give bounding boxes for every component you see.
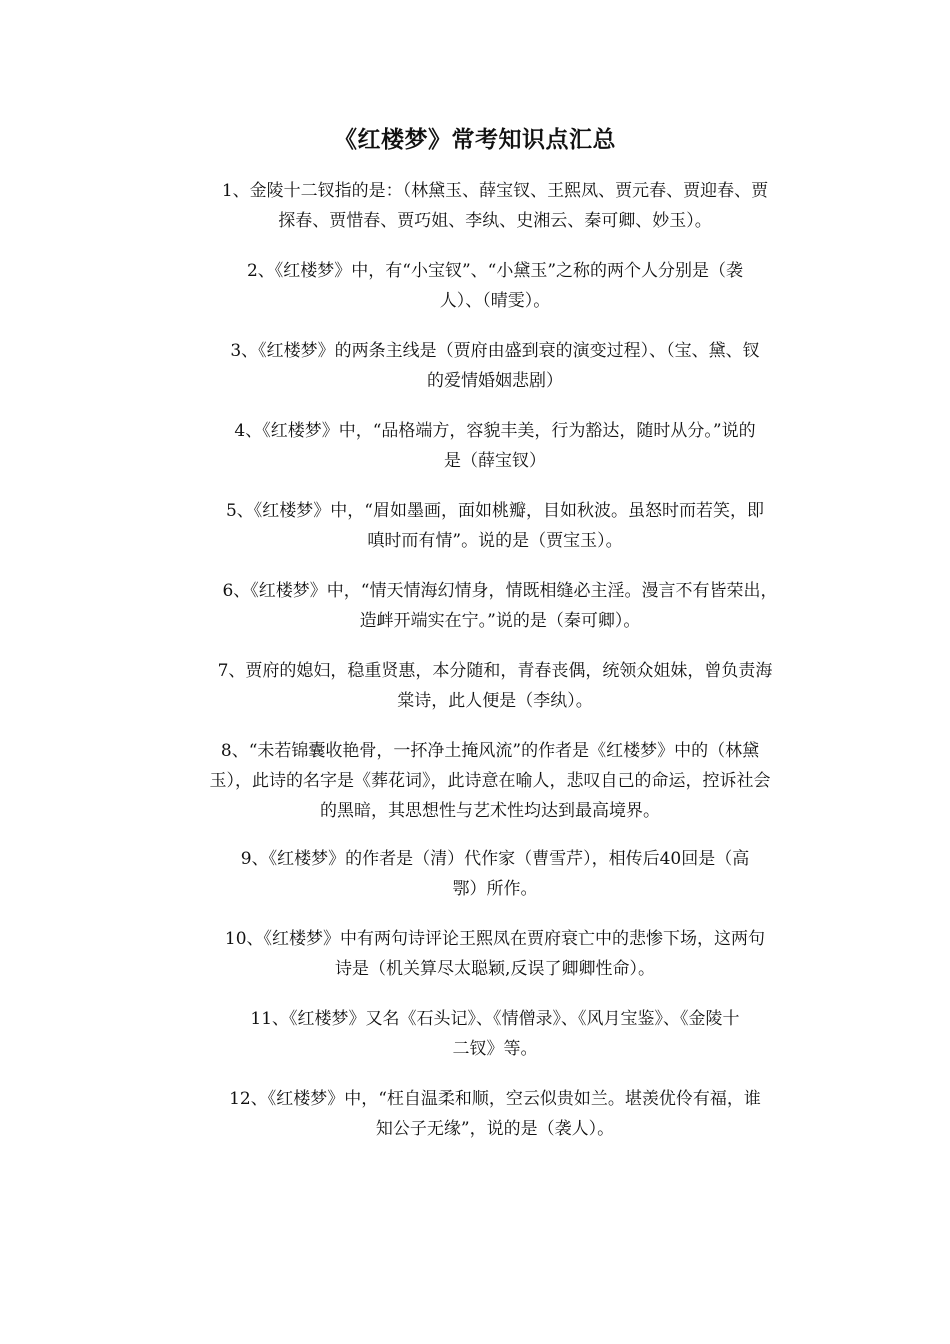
item-line: 的爱情婚姻悲剧）: [427, 371, 563, 391]
item-line: 知公子无缘”，说的是（袭人）。: [375, 1119, 615, 1139]
item-line: 探春、贾惜春、贾巧姐、李纨、史湘云、秦可卿、妙玉）。: [278, 211, 712, 231]
list-item: [175, 656, 815, 716]
item-line: 玉），此诗的名字是《葬花词》，此诗意在喻人，悲叹自己的命运，控诉社会: [209, 771, 771, 791]
list-item: [175, 1084, 815, 1144]
item-line: 3、《红楼梦》的两条主线是（贾府由盛到衰的演变过程）、（宝、黛、钗: [230, 341, 760, 361]
document-title: 《红楼梦》常考知识点汇总: [334, 127, 616, 153]
item-line: 12、《红楼梦》中，“枉自温柔和顺，空云似贵如兰。堪羡优伶有福，谁: [229, 1089, 761, 1109]
list-item: [175, 176, 815, 236]
item-line: 棠诗，此人便是（李纨）。: [397, 691, 593, 711]
item-line: 人）、（晴雯）。: [439, 291, 551, 311]
list-item: [145, 736, 835, 826]
item-line: 鄂）所作。: [452, 879, 538, 899]
list-item: [175, 256, 815, 316]
item-line: 2、《红楼梦》中，有“小宝钗”、“小黛玉”之称的两个人分别是（袭: [246, 261, 744, 281]
item-line: 诗是（机关算尽太聪颖,反误了卿卿性命）。: [335, 959, 655, 979]
item-line: 造衅开端实在宁。”说的是（秦可卿）。: [359, 611, 641, 631]
item-line: 嗔时而有情”。说的是（贾宝玉）。: [367, 531, 623, 551]
item-line: 4、《红楼梦》中，“品格端方，容貌丰美，行为豁达，随时从分。”说的: [234, 421, 756, 441]
list-item: [175, 1004, 815, 1064]
item-line: 8、“未若锦囊收艳骨，一抔净土掩风流”的作者是《红楼梦》中的（林黛: [220, 741, 760, 761]
item-line: 是（薛宝钗）: [444, 451, 546, 471]
list-item: [175, 336, 815, 396]
item-line: 6、《红楼梦》中，“情天情海幻情身，情既相缝必主淫。漫言不有皆荣出，: [222, 581, 778, 601]
item-line: 9、《红楼梦》的作者是（清）代作家（曹雪芹），相传后40回是（高: [240, 849, 750, 869]
list-item: [175, 576, 825, 636]
list-item: [175, 924, 815, 984]
item-line: 7、贾府的媳妇，稳重贤惠，本分随和，青春丧偶，统领众姐妹，曾负责海: [217, 661, 773, 681]
item-line: 的黑暗，其思想性与艺术性均达到最高境界。: [320, 801, 660, 821]
item-line: 1、金陵十二钗指的是：（林黛玉、薛宝钗、王熙凤、贾元春、贾迎春、贾: [221, 181, 769, 201]
item-line: 10、《红楼梦》中有两句诗评论王熙凤在贾府衰亡中的悲惨下场，这两句: [224, 929, 766, 949]
item-line: 5、《红楼梦》中，“眉如墨画，面如桃瓣，目如秋波。虽怒时而若笑，即: [225, 501, 764, 521]
list-item: [175, 844, 815, 904]
item-line: 二钗》等。: [452, 1039, 538, 1059]
item-line: 11、《红楼梦》又名《石头记》、《情僧录》、《风月宝鉴》、《金陵十: [250, 1009, 740, 1029]
list-item: [175, 416, 815, 476]
list-item: [175, 496, 815, 556]
